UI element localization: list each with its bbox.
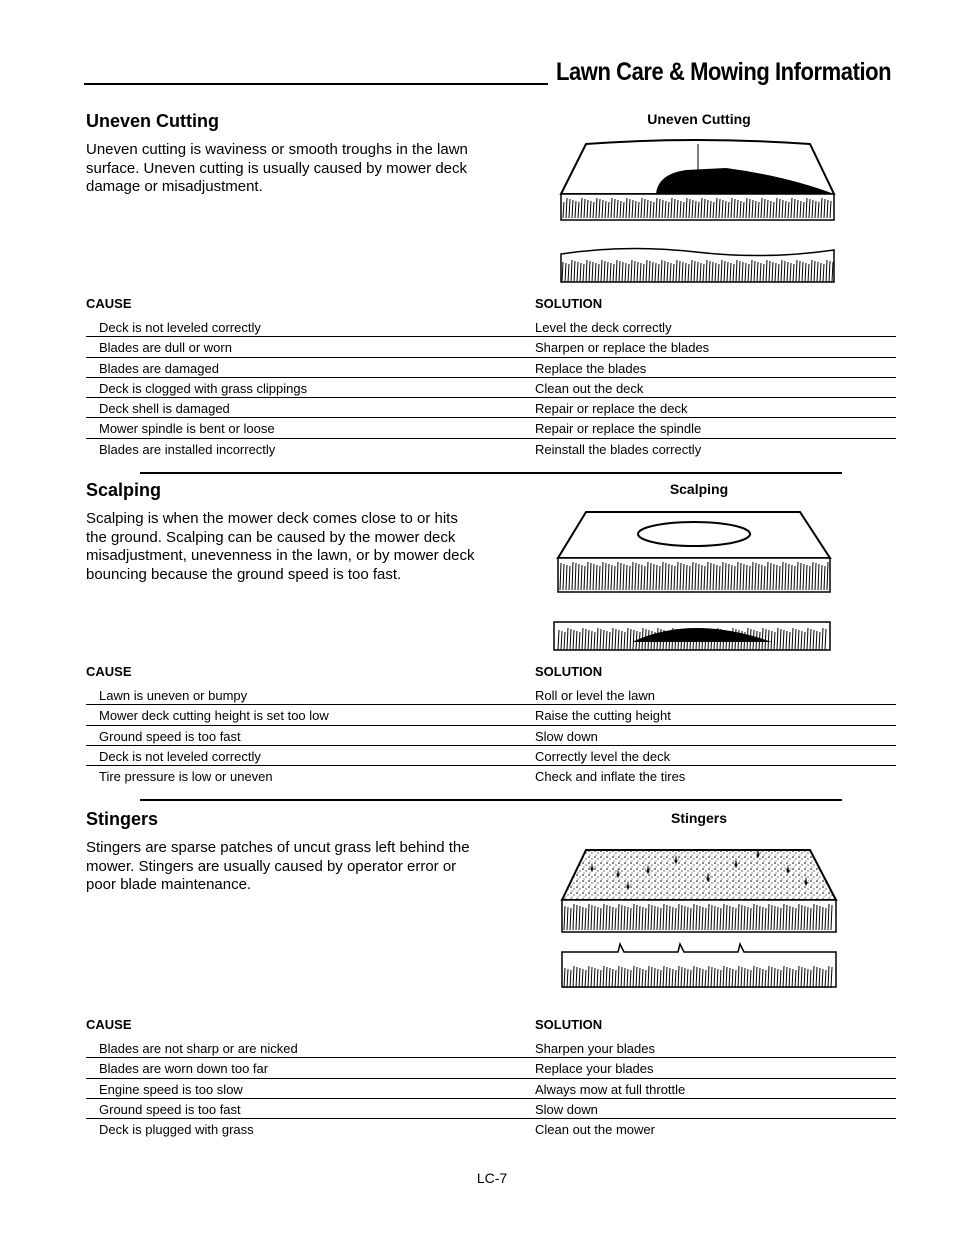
page-title: Lawn Care & Mowing Information (556, 58, 892, 86)
figure-title: Scalping (669, 481, 729, 497)
table-row (86, 439, 896, 458)
table-row (86, 726, 896, 746)
section-title: Uneven Cutting (86, 111, 219, 131)
cause-cell: Blades are dull or worn (99, 340, 232, 356)
solution-cell: Check and inflate the tires (535, 769, 686, 785)
solution-cell: Sharpen or replace the blades (535, 340, 710, 356)
cause-cell: Deck is clogged with grass clippings (99, 380, 308, 396)
solution-header: SOLUTION (535, 1017, 603, 1032)
table-row (86, 418, 896, 438)
table-row (86, 317, 896, 337)
cause-cell: Mower deck cutting height is set too low (99, 708, 329, 724)
cause-cell: Blades are worn down too far (99, 1061, 269, 1077)
solution-cell: Level the deck correctly (535, 320, 672, 335)
solution-cell: Clean out the mower (535, 1122, 655, 1138)
solution-cell: Repair or replace the spindle (535, 421, 702, 437)
table-row (86, 1079, 896, 1099)
cause-cell: Blades are not sharp or are nicked (99, 1041, 298, 1056)
cause-cell: Deck shell is damaged (99, 401, 230, 417)
figure-title: Stingers (670, 810, 727, 826)
solution-cell: Roll or level the lawn (535, 688, 655, 703)
scalping-illustration (552, 506, 834, 654)
table-row (86, 1058, 896, 1078)
cause-cell: Blades are installed incorrectly (99, 441, 276, 457)
section-description: Uneven cutting is waviness or smooth troughs in the lawn surface. Uneven cutting is usually caused by mower deck damage or misadjustment. (86, 141, 468, 195)
table-row (86, 398, 896, 418)
solution-cell: Slow down (535, 728, 598, 744)
section-divider (140, 472, 842, 474)
cause-cell: Lawn is uneven or bumpy (99, 688, 248, 703)
header-rule (84, 83, 548, 85)
section-description: Stingers are sparse patches of uncut grass left behind the mower. Stingers are usually caused by operator error or poor blade maintenance. (86, 839, 470, 893)
cause-solution-table (86, 1038, 896, 1138)
solution-cell: Raise the cutting height (535, 708, 671, 724)
solution-cell: Clean out the deck (535, 380, 644, 396)
solution-cell: Correctly level the deck (535, 748, 671, 764)
solution-cell: Reinstall the blades correctly (535, 441, 702, 457)
cause-cell: Deck is not leveled correctly (99, 320, 261, 335)
section-title: Stingers (86, 809, 159, 829)
cause-header: CAUSE (86, 296, 132, 311)
table-row (86, 746, 896, 766)
cause-header: CAUSE (86, 1017, 132, 1032)
cause-solution-table (86, 685, 896, 785)
solution-header: SOLUTION (535, 664, 603, 679)
solution-cell: Always mow at full throttle (535, 1081, 686, 1097)
section-description: Scalping is when the mower deck comes close to or hits the ground. Scalping can be caused by the mower deck misadjustment, unevenness in the lawn, or by mower deck bouncing because the ground speed is too fast. (86, 510, 475, 583)
cause-cell: Blades are damaged (99, 360, 219, 376)
solution-header: SOLUTION (535, 296, 603, 311)
table-row (86, 685, 896, 705)
solution-cell: Replace your blades (535, 1061, 654, 1077)
table-row (86, 705, 896, 725)
solution-cell: Repair or replace the deck (535, 401, 688, 417)
table-row (86, 358, 896, 378)
solution-cell: Replace the blades (535, 360, 647, 376)
figure-title: Uneven Cutting (647, 111, 751, 127)
cause-cell: Deck is plugged with grass (99, 1122, 254, 1138)
table-row (86, 766, 896, 785)
table-row (86, 337, 896, 357)
solution-cell: Slow down (535, 1101, 598, 1117)
cause-cell: Ground speed is too fast (99, 1101, 241, 1117)
table-row (86, 1119, 896, 1138)
stingers-illustration (558, 844, 840, 992)
solution-cell: Sharpen your blades (535, 1041, 655, 1056)
section-divider (140, 799, 842, 801)
table-row (86, 1038, 896, 1058)
section-title: Scalping (86, 480, 162, 500)
cause-solution-table (86, 317, 896, 458)
page-number: LC-7 (476, 1170, 508, 1186)
table-row (86, 378, 896, 398)
cause-header: CAUSE (86, 664, 132, 679)
cause-cell: Tire pressure is low or uneven (99, 769, 273, 785)
cause-cell: Mower spindle is bent or loose (99, 421, 275, 437)
cause-cell: Deck is not leveled correctly (99, 748, 261, 764)
table-row (86, 1099, 896, 1119)
cause-cell: Ground speed is too fast (99, 728, 241, 744)
cause-cell: Engine speed is too slow (99, 1081, 243, 1097)
uneven-cutting-illustration (556, 136, 840, 286)
